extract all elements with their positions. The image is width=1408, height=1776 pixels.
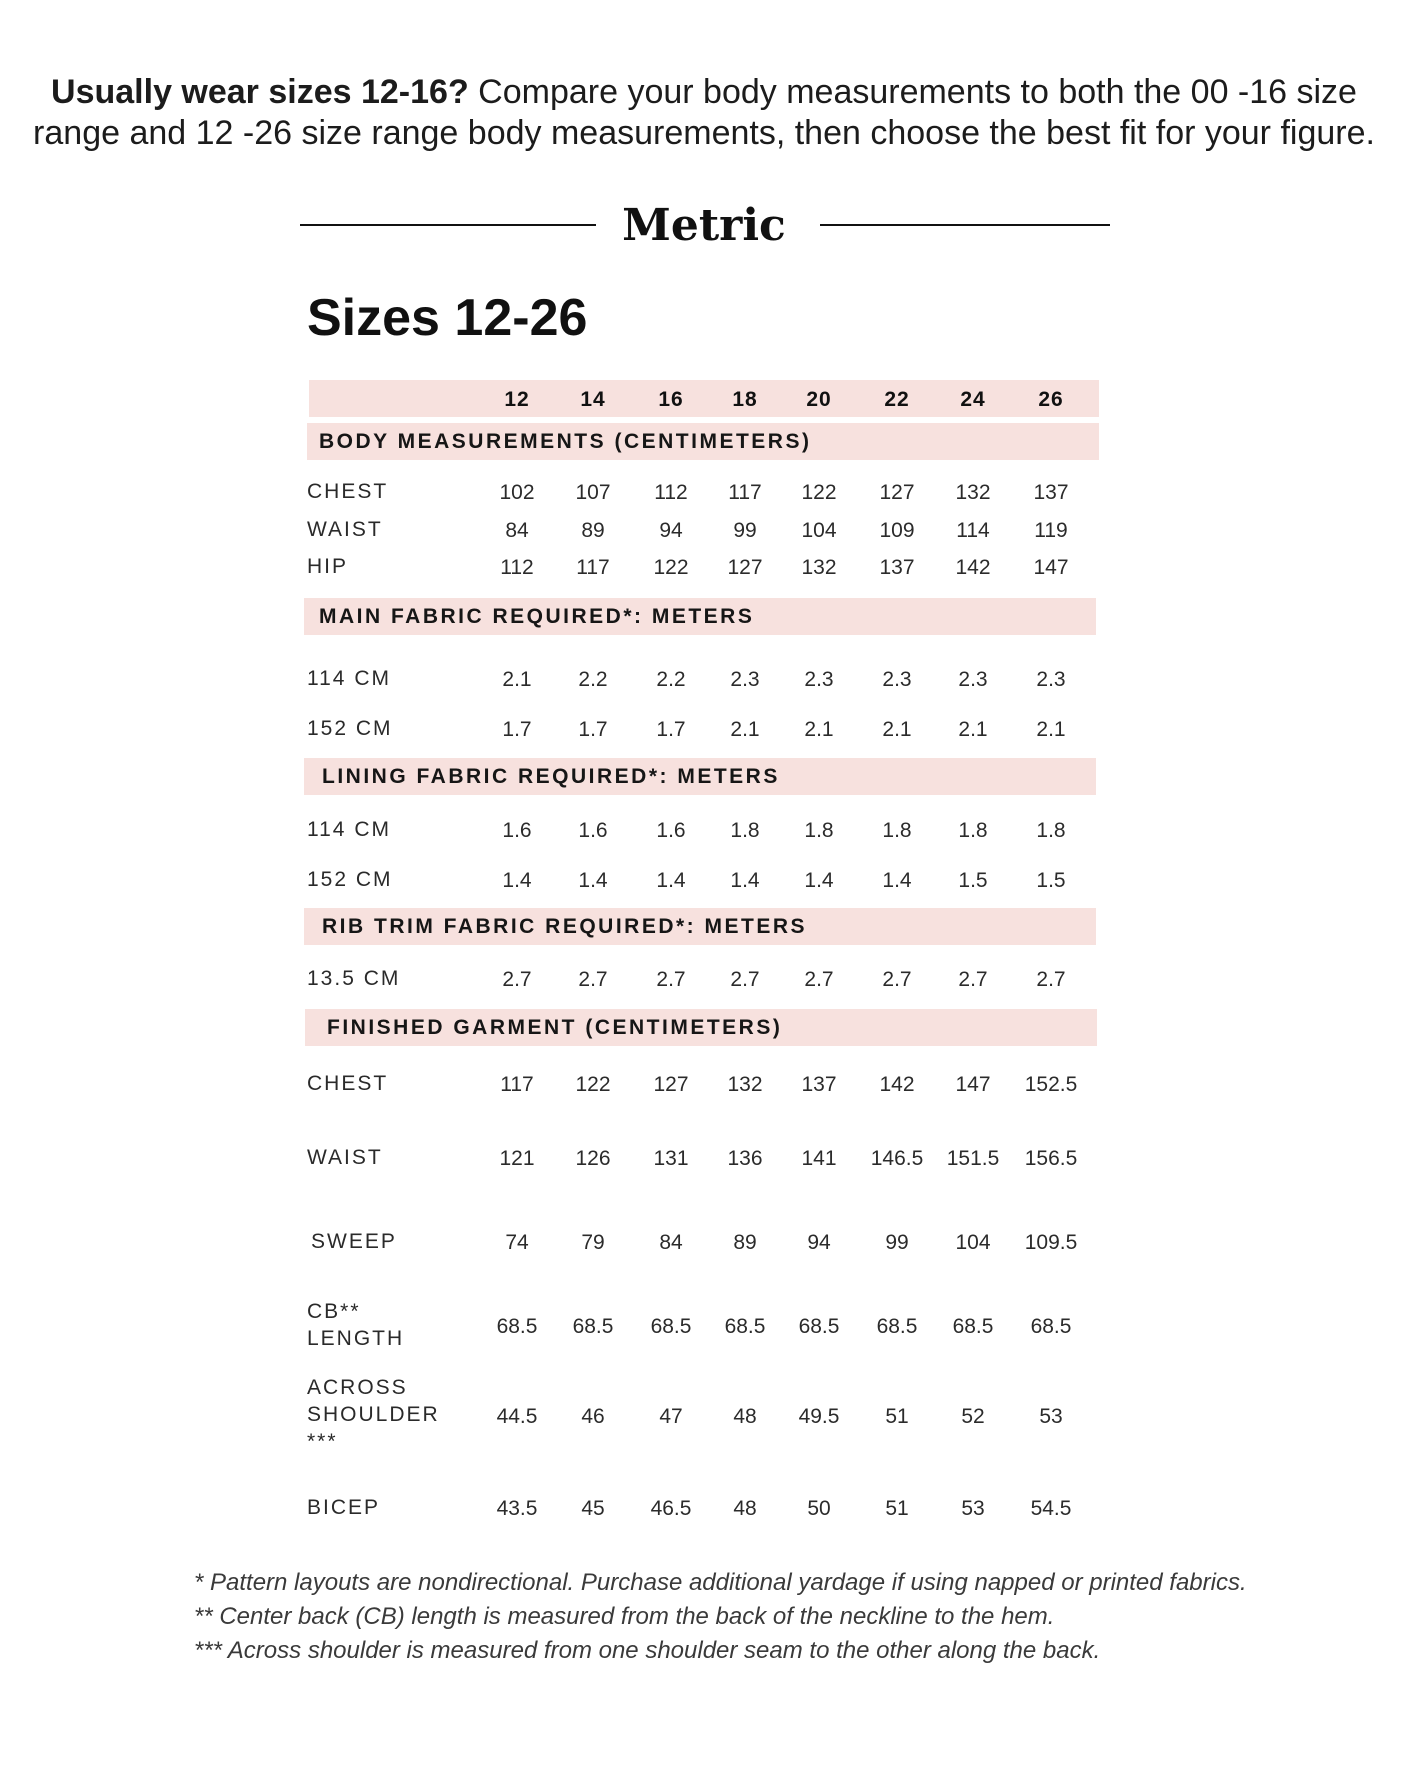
table-cell: 122: [575, 1073, 611, 1096]
table-cell: 47: [659, 1405, 683, 1428]
row-label-line: BICEP: [307, 1496, 381, 1519]
table-cell: 2.2: [578, 668, 608, 691]
table-cell: 2.2: [656, 668, 686, 691]
table-cell: 43.5: [496, 1497, 538, 1520]
table-cell: 131: [653, 1147, 689, 1170]
row-label: [307, 1374, 440, 1455]
table-cell: 117: [500, 1073, 534, 1096]
row-label: [307, 1494, 380, 1521]
row-label: [307, 478, 388, 505]
intro-line2: range and 12 -26 size range body measurements, then choose the best fit for your figure.: [33, 114, 1375, 152]
table-cell: 48: [733, 1497, 757, 1520]
table-cell: 2.1: [1036, 718, 1066, 741]
table-cell: 1.4: [656, 869, 686, 892]
table-cell: 1.6: [502, 819, 532, 842]
table-cell: 54.5: [1030, 1497, 1072, 1520]
table-cell: 2.7: [882, 968, 912, 991]
table-cell: 89: [733, 1231, 757, 1254]
table-cell: 2.3: [804, 668, 834, 691]
table-cell: 132: [801, 556, 837, 579]
table-cell: 1.8: [958, 819, 988, 842]
table-cell: 141: [801, 1147, 837, 1170]
row-label-line: LENGTH: [307, 1327, 405, 1350]
table-cell: 2.3: [1036, 668, 1066, 691]
row-label: [307, 816, 391, 843]
intro-bold: Usually wear sizes 12-16?: [51, 73, 469, 111]
table-cell: 2.1: [882, 718, 912, 741]
section-label: MAIN FABRIC REQUIRED*: METERS: [319, 605, 755, 628]
row-label-line: SHOULDER: [307, 1403, 440, 1426]
table-cell: 2.7: [656, 968, 686, 991]
row-label-line: WAIST: [307, 518, 383, 541]
section-label: FINISHED GARMENT (CENTIMETERS): [327, 1016, 783, 1039]
table-cell: 45: [581, 1497, 605, 1520]
row-label-line: ***: [307, 1430, 338, 1453]
table-cell: 2.7: [502, 968, 532, 991]
row-label: [311, 1228, 397, 1255]
table-cell: 94: [807, 1231, 831, 1254]
section-label: LINING FABRIC REQUIRED*: METERS: [322, 765, 780, 788]
table-cell: 99: [885, 1231, 909, 1254]
table-cell: 127: [879, 481, 915, 504]
table-cell: 1.4: [882, 869, 912, 892]
row-label-line: SWEEP: [311, 1230, 397, 1253]
row-label: [307, 1298, 404, 1352]
table-cell: 142: [955, 556, 991, 579]
row-label-line: WAIST: [307, 1146, 383, 1169]
row-label-line: 152 CM: [307, 717, 393, 740]
row-label-line: 152 CM: [307, 868, 393, 891]
row-label: [307, 553, 348, 580]
table-cell: 2.1: [804, 718, 834, 741]
table-cell: 1.7: [578, 718, 608, 741]
table-cell: 104: [955, 1231, 991, 1254]
table-cell: 53: [961, 1497, 985, 1520]
table-cell: 49.5: [798, 1405, 840, 1428]
sizes-title: Sizes 12-26: [307, 289, 588, 347]
table-cell: 132: [727, 1073, 763, 1096]
row-label: [307, 965, 400, 992]
row-label-line: CHEST: [307, 480, 389, 503]
row-label: [307, 665, 391, 692]
table-cell: 102: [499, 481, 535, 504]
table-cell: 1.6: [578, 819, 608, 842]
table-cell: 122: [653, 556, 689, 579]
table-cell: 136: [727, 1147, 763, 1170]
table-cell: 79: [581, 1231, 605, 1254]
table-cell: 126: [575, 1147, 611, 1170]
table-cell: 142: [879, 1073, 915, 1096]
table-cell: 109: [879, 519, 915, 542]
row-label-line: 114 CM: [307, 818, 391, 841]
table-cell: 107: [575, 481, 611, 504]
table-cell: 68.5: [650, 1315, 692, 1338]
table-cell: 137: [1033, 481, 1069, 504]
table-cell: 1.8: [804, 819, 834, 842]
size-header-26: 26: [1038, 388, 1064, 411]
row-label: [307, 1144, 383, 1171]
row-label-line: 114 CM: [307, 667, 391, 690]
table-cell: 2.3: [730, 668, 760, 691]
row-label: [307, 1070, 388, 1097]
table-cell: 104: [801, 519, 837, 542]
table-cell: 2.1: [730, 718, 760, 741]
intro-line1: Compare your body measurements to both the 00 -16 size: [468, 73, 1357, 111]
table-cell: 2.1: [502, 668, 532, 691]
row-label-line: 13.5 CM: [307, 967, 401, 990]
table-cell: 119: [1034, 519, 1068, 542]
size-header-16: 16: [658, 388, 684, 411]
table-cell: 1.6: [656, 819, 686, 842]
table-cell: 2.7: [730, 968, 760, 991]
row-label-line: HIP: [307, 555, 349, 578]
table-cell: 1.4: [578, 869, 608, 892]
table-cell: 121: [499, 1147, 535, 1170]
table-cell: 109.5: [1024, 1231, 1078, 1254]
table-cell: 74: [505, 1231, 529, 1254]
table-cell: 117: [576, 556, 610, 579]
table-cell: 122: [801, 481, 837, 504]
footnotes: [194, 1566, 1247, 1668]
table-cell: 1.4: [804, 869, 834, 892]
table-cell: 68.5: [1030, 1315, 1072, 1338]
intro-text: [0, 72, 1408, 154]
table-cell: 151.5: [946, 1147, 1000, 1170]
table-cell: 84: [659, 1231, 683, 1254]
table-cell: 2.1: [958, 718, 988, 741]
table-cell: 68.5: [798, 1315, 840, 1338]
table-cell: 1.8: [1036, 819, 1066, 842]
table-cell: 99: [733, 519, 757, 542]
table-cell: 1.7: [656, 718, 686, 741]
row-label-line: ACROSS: [307, 1376, 408, 1399]
table-cell: 52: [961, 1405, 985, 1428]
section-label: RIB TRIM FABRIC REQUIRED*: METERS: [322, 915, 808, 938]
table-cell: 68.5: [496, 1315, 538, 1338]
table-cell: 2.7: [958, 968, 988, 991]
size-header-20: 20: [806, 388, 832, 411]
row-label: [307, 866, 393, 893]
size-header-24: 24: [960, 388, 986, 411]
table-cell: 127: [653, 1073, 689, 1096]
metric-heading: [0, 196, 1408, 256]
footnote: * Pattern layouts are nondirectional. Purchase additional yardage if using napped or printed fabrics.: [194, 1569, 1247, 1596]
size-header-22: 22: [884, 388, 910, 411]
table-cell: 46.5: [650, 1497, 692, 1520]
metric-title: Metric: [622, 200, 786, 251]
table-cell: 53: [1039, 1405, 1063, 1428]
table-cell: 2.7: [804, 968, 834, 991]
table-cell: 117: [728, 481, 762, 504]
size-header-12: 12: [504, 388, 530, 411]
table-cell: 2.3: [958, 668, 988, 691]
table-cell: 48: [733, 1405, 757, 1428]
table-cell: 132: [955, 481, 991, 504]
table-cell: 2.3: [882, 668, 912, 691]
table-cell: 1.8: [730, 819, 760, 842]
table-cell: 137: [879, 556, 915, 579]
table-cell: 152.5: [1024, 1073, 1078, 1096]
table-cell: 2.7: [1036, 968, 1066, 991]
section-label: BODY MEASUREMENTS (CENTIMETERS): [319, 430, 812, 453]
size-header-14: 14: [580, 388, 606, 411]
table-cell: 94: [659, 519, 683, 542]
table-cell: 114: [956, 519, 990, 542]
table-cell: 147: [1033, 556, 1069, 579]
table-cell: 68.5: [952, 1315, 994, 1338]
table-cell: 68.5: [572, 1315, 614, 1338]
table-cell: 2.7: [578, 968, 608, 991]
table-cell: 1.4: [730, 869, 760, 892]
table-cell: 1.7: [502, 718, 532, 741]
table-cell: 1.4: [502, 869, 532, 892]
table-cell: 137: [801, 1073, 837, 1096]
row-label-line: CB**: [307, 1300, 361, 1323]
row-label: [307, 516, 383, 543]
table-cell: 89: [581, 519, 605, 542]
divider-right: [820, 224, 1110, 226]
row-label: [307, 715, 393, 742]
table-cell: 46: [581, 1405, 605, 1428]
table-cell: 127: [727, 556, 763, 579]
table-cell: 68.5: [724, 1315, 766, 1338]
table-cell: 50: [807, 1497, 831, 1520]
table-cell: 147: [955, 1073, 991, 1096]
footnote: *** Across shoulder is measured from one shoulder seam to the other along the back.: [194, 1637, 1101, 1664]
table-cell: 112: [654, 481, 688, 504]
table-cell: 1.5: [958, 869, 988, 892]
table-cell: 51: [885, 1405, 909, 1428]
table-cell: 51: [885, 1497, 909, 1520]
table-cell: 68.5: [876, 1315, 918, 1338]
table-cell: 1.8: [882, 819, 912, 842]
table-cell: 1.5: [1036, 869, 1066, 892]
table-cell: 156.5: [1024, 1147, 1078, 1170]
size-header-18: 18: [732, 388, 758, 411]
row-label-line: CHEST: [307, 1072, 389, 1095]
table-cell: 146.5: [870, 1147, 924, 1170]
table-cell: 44.5: [496, 1405, 538, 1428]
footnote: ** Center back (CB) length is measured from the back of the neckline to the hem.: [194, 1603, 1055, 1630]
table-cell: 112: [500, 556, 534, 579]
table-cell: 84: [505, 519, 529, 542]
